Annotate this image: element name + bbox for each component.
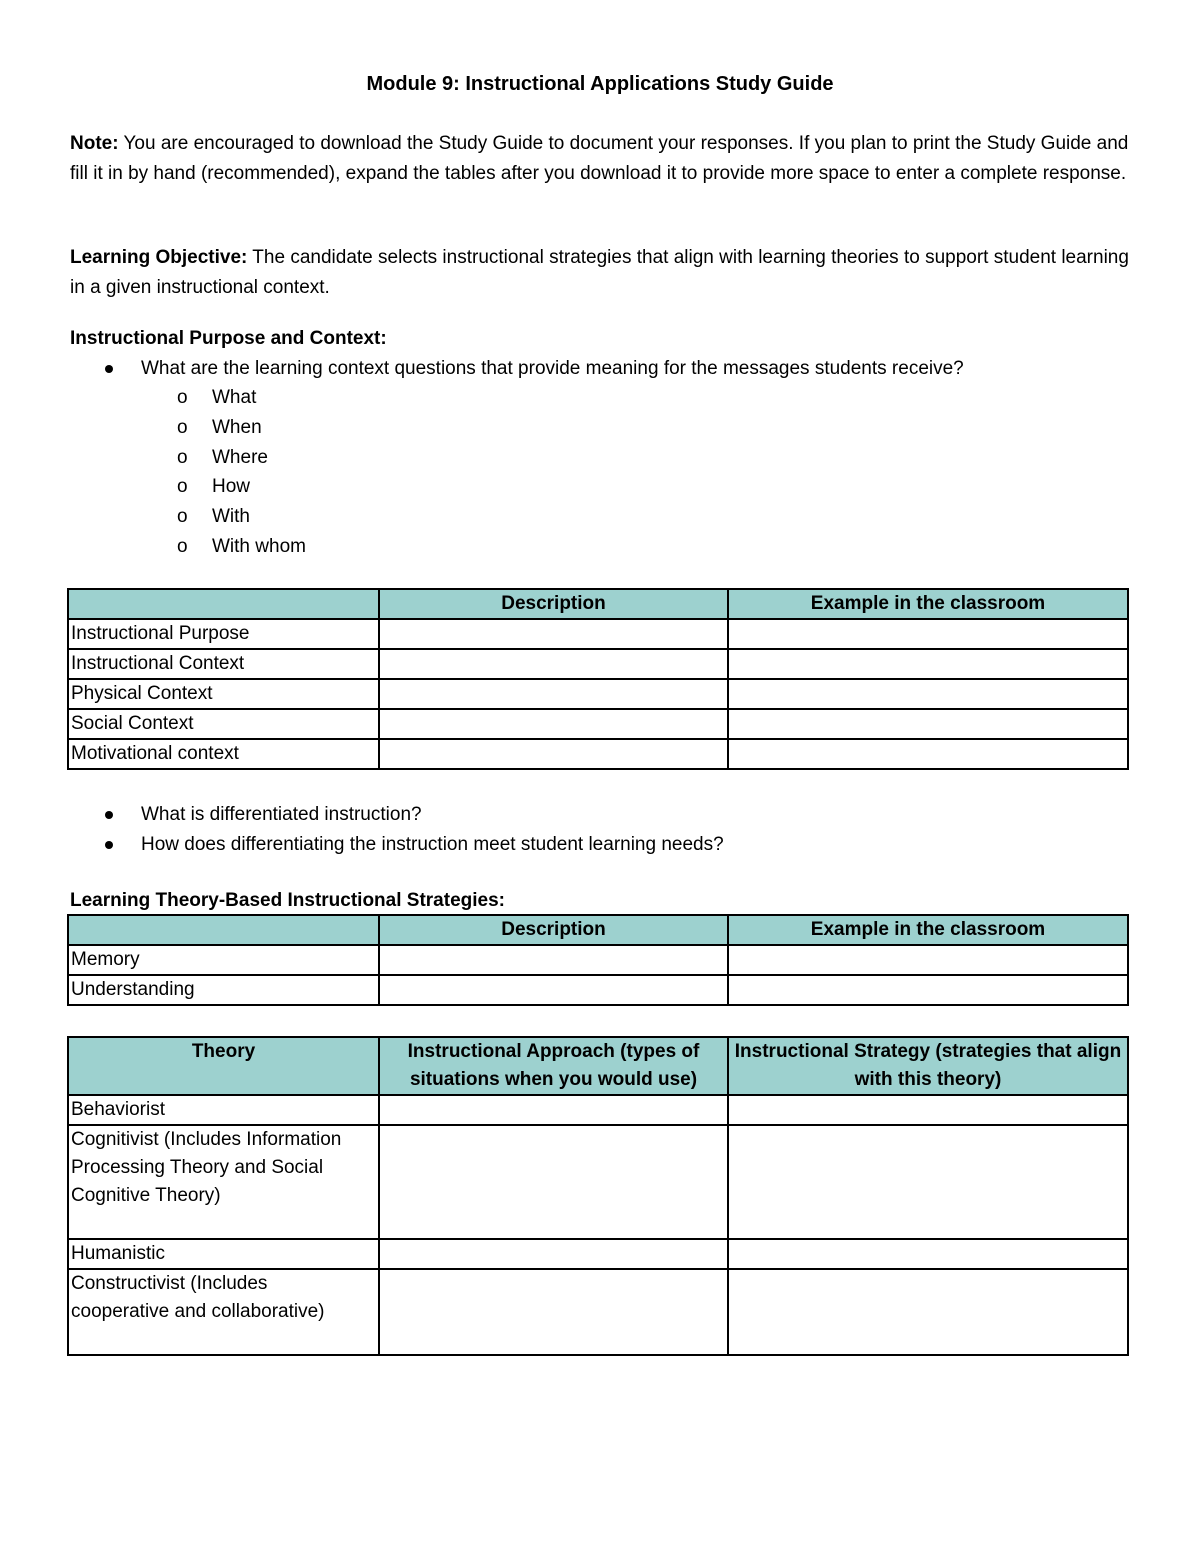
input-cell[interactable] (379, 975, 728, 1005)
context-table (67, 588, 1129, 770)
row-label: Understanding (68, 975, 379, 1005)
context-item: o When (70, 413, 1130, 443)
header-cell: Description (379, 915, 728, 945)
input-cell[interactable] (728, 739, 1128, 769)
header-cell: Theory (68, 1037, 379, 1095)
row-label: Social Context (68, 709, 379, 739)
context-item: o What (70, 383, 1130, 413)
table-row (68, 679, 1128, 709)
strategies-heading: Learning Theory-Based Instructional Strategies: (70, 890, 505, 911)
row-label: Humanistic (68, 1239, 379, 1269)
input-cell[interactable] (379, 619, 728, 649)
input-cell[interactable] (728, 945, 1128, 975)
input-cell[interactable] (379, 649, 728, 679)
table-row (68, 1239, 1128, 1269)
input-cell[interactable] (379, 709, 728, 739)
input-cell[interactable] (728, 1125, 1128, 1239)
row-label: Cognitivist (Includes Information Processing Theory and Social Cognitive Theory) (68, 1125, 379, 1239)
table-row (68, 1125, 1128, 1239)
context-item: o Where (70, 443, 1130, 473)
strategies-table (67, 914, 1129, 1006)
objective-paragraph (70, 243, 1130, 302)
purpose-heading: Instructional Purpose and Context: (70, 328, 387, 349)
row-label: Physical Context (68, 679, 379, 709)
header-cell (68, 915, 379, 945)
input-cell[interactable] (728, 649, 1128, 679)
header-cell: Instructional Strategy (strategies that align with this theory) (728, 1037, 1128, 1095)
input-cell[interactable] (728, 679, 1128, 709)
context-item: o With (70, 502, 1130, 532)
table-row (68, 1269, 1128, 1355)
context-item: o How (70, 472, 1130, 502)
row-label: Memory (68, 945, 379, 975)
diff-question: How does differentiating the instruction meet student learning needs? (70, 830, 1130, 860)
input-cell[interactable] (728, 1239, 1128, 1269)
header-cell: Instructional Approach (types of situations when you would use) (379, 1037, 728, 1095)
header-cell: Description (379, 589, 728, 619)
note-paragraph (70, 129, 1130, 188)
purpose-question: What are the learning context questions that provide meaning for the messages students receive? (70, 354, 1130, 384)
table-row (68, 649, 1128, 679)
row-label: Motivational context (68, 739, 379, 769)
page-title: Module 9: Instructional Applications Study Guide (366, 73, 834, 95)
row-label: Instructional Purpose (68, 619, 379, 649)
table-row (68, 739, 1128, 769)
theory-table (67, 1036, 1129, 1356)
input-cell[interactable] (379, 679, 728, 709)
purpose-section (70, 324, 1130, 562)
row-label: Instructional Context (68, 649, 379, 679)
row-label: Constructivist (Includes cooperative and collaborative) (68, 1269, 379, 1355)
row-label: Behaviorist (68, 1095, 379, 1125)
header-cell (68, 589, 379, 619)
input-cell[interactable] (728, 975, 1128, 1005)
input-cell[interactable] (379, 945, 728, 975)
table-row (68, 709, 1128, 739)
input-cell[interactable] (728, 619, 1128, 649)
input-cell[interactable] (379, 739, 728, 769)
objective-label: Learning Objective: (70, 247, 248, 268)
input-cell[interactable] (728, 1095, 1128, 1125)
context-item: o With whom (70, 532, 1130, 562)
input-cell[interactable] (728, 1269, 1128, 1355)
table-row (68, 619, 1128, 649)
diff-section (70, 800, 1130, 859)
input-cell[interactable] (379, 1125, 728, 1239)
table-row (68, 945, 1128, 975)
note-text: You are encouraged to download the Study Guide to document your responses. If you plan to print the Study Guide and fill it in by hand (recommended), expand the tables after you download it to provide more space to enter a complete response. (70, 133, 1129, 184)
input-cell[interactable] (728, 709, 1128, 739)
table-row (68, 1095, 1128, 1125)
header-cell: Example in the classroom (728, 915, 1128, 945)
objective-text: The candidate selects instructional strategies that align with learning theories to support student learning in a given instructional context. (70, 247, 1129, 298)
table-row (68, 975, 1128, 1005)
input-cell[interactable] (379, 1239, 728, 1269)
diff-question: What is differentiated instruction? (70, 800, 1130, 830)
note-label: Note: (70, 133, 119, 154)
input-cell[interactable] (379, 1095, 728, 1125)
header-cell: Example in the classroom (728, 589, 1128, 619)
input-cell[interactable] (379, 1269, 728, 1355)
